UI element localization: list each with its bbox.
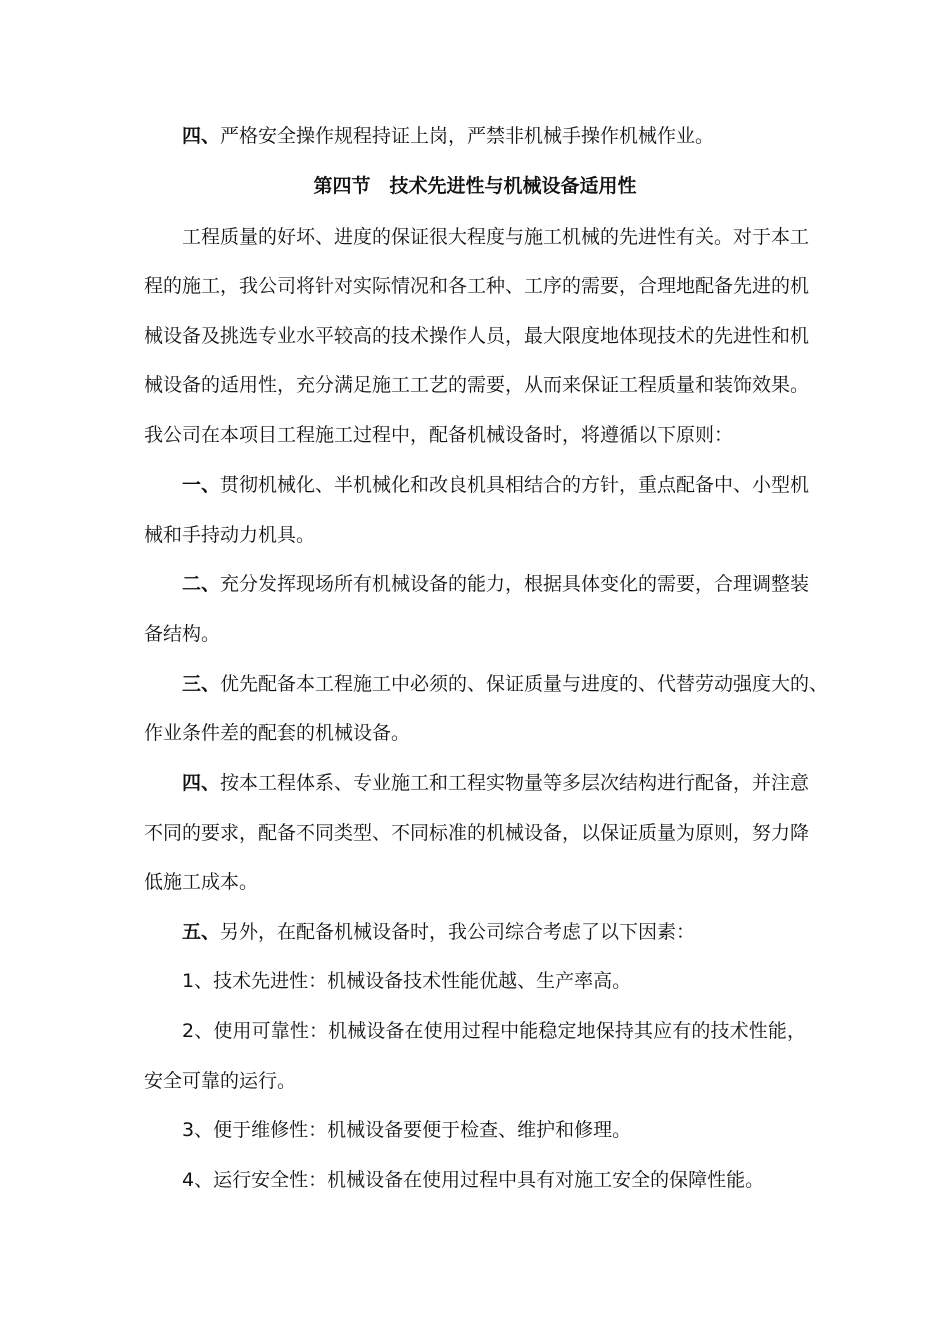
paragraph-text: 严格安全操作规程持证上岗，严禁非机械手操作机械作业。	[220, 125, 715, 147]
list-lead: 一、	[182, 474, 221, 496]
paragraph-line: 械设备的适用性，充分满足施工工艺的需要，从而来保证工程质量和装饰效果。	[144, 374, 810, 396]
paragraph-text: 优先配备本工程施工中必须的、保证质量与进度的、代替劳动强度大的、	[220, 673, 829, 695]
paragraph-line: 作业条件差的配套的机械设备。	[144, 722, 411, 744]
paragraph-line: 不同的要求，配备不同类型、不同标准的机械设备，以保证质量为原则，努力降	[144, 822, 810, 844]
paragraph-text: 按本工程体系、专业施工和工程实物量等多层次结构进行配备，并注意	[220, 772, 810, 794]
factor-3: 3、便于维修性：机械设备要便于检查、维护和修理。	[182, 1119, 632, 1141]
paragraph-line: 工程质量的好坏、进度的保证很大程度与施工机械的先进性有关。对于本工	[182, 226, 810, 248]
paragraph-rule-4	[182, 121, 806, 151]
list-lead: 二、	[182, 573, 221, 595]
factor-4: 4、运行安全性：机械设备在使用过程中具有对施工安全的保障性能。	[182, 1169, 765, 1191]
paragraph-text: 充分发挥现场所有机械设备的能力，根据具体变化的需要，合理调整装	[220, 573, 810, 595]
factor-2: 2、使用可靠性：机械设备在使用过程中能稳定地保持其应有的技术性能，	[182, 1020, 806, 1042]
section-title: 第四节 技术先进性与机械设备适用性	[313, 175, 637, 197]
paragraph-text: 贯彻机械化、半机械化和改良机具相结合的方针，重点配备中、小型机	[220, 474, 810, 496]
principle-4-line	[182, 768, 810, 798]
paragraph-line: 低施工成本。	[144, 871, 259, 893]
principle-3-line	[182, 669, 829, 699]
paragraph-line: 程的施工，我公司将针对实际情况和各工种、工序的需要，合理地配备先进的机	[144, 275, 810, 297]
principle-5-line	[182, 917, 806, 947]
paragraph-line: 备结构。	[144, 623, 221, 645]
paragraph-line: 械设备及挑选专业水平较高的技术操作人员，最大限度地体现技术的先进性和机	[144, 325, 810, 347]
list-lead: 四、	[182, 125, 221, 147]
principle-1-line	[182, 470, 810, 500]
paragraph-line: 械和手持动力机具。	[144, 524, 316, 546]
paragraph-line: 我公司在本项目工程施工过程中，配备机械设备时，将遵循以下原则：	[144, 424, 734, 446]
list-lead: 三、	[182, 673, 221, 695]
paragraph-text: 另外，在配备机械设备时，我公司综合考虑了以下因素：	[220, 921, 696, 943]
list-lead: 四、	[182, 772, 221, 794]
principle-2-line	[182, 569, 810, 599]
factor-1: 1、技术先进性：机械设备技术性能优越、生产率高。	[182, 970, 632, 992]
list-lead: 五、	[182, 921, 221, 943]
paragraph-line: 安全可靠的运行。	[144, 1070, 297, 1092]
